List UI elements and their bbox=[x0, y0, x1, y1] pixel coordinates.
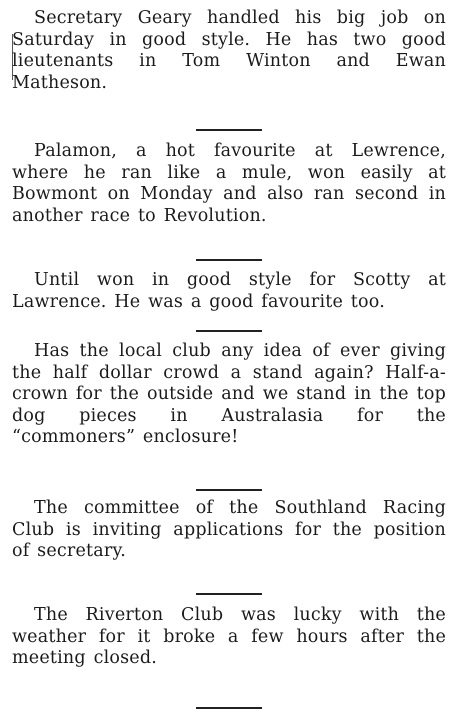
separator-rule bbox=[196, 129, 262, 131]
paragraph-southland-racing-club: The committee of the Southland Racing Club is inviting applications for the position of secretary. bbox=[12, 498, 446, 561]
separator-rule bbox=[196, 489, 262, 491]
separator-rule bbox=[196, 707, 262, 709]
separator-rule bbox=[196, 593, 262, 595]
separator-rule bbox=[196, 259, 262, 261]
paragraph-local-club-stand: Has the local club any idea of ever giving the half dollar crowd a stand again? Half-a-crown for the outside and we stand in the top dog pieces in Australasia for the “commoners” enclosure! bbox=[12, 341, 446, 447]
paragraph-riverton-club: The Riverton Club was lucky with the weather for it broke a few hours after the meeting closed. bbox=[12, 605, 446, 668]
separator-rule bbox=[196, 330, 262, 332]
paragraph-secretary-geary: Secretary Geary handled his big job on Saturday in good style. He has two good lieutenants in Tom Winton and Ewan Matheson. bbox=[12, 8, 446, 93]
paragraph-until: Until won in good style for Scotty at Lawrence. He was a good favourite too. bbox=[12, 270, 446, 312]
paragraph-palamon: Palamon, a hot favourite at Lewrence, where he ran like a mule, won easily at Bowmont on Monday and also ran second in another race to Revolution. bbox=[12, 141, 446, 226]
